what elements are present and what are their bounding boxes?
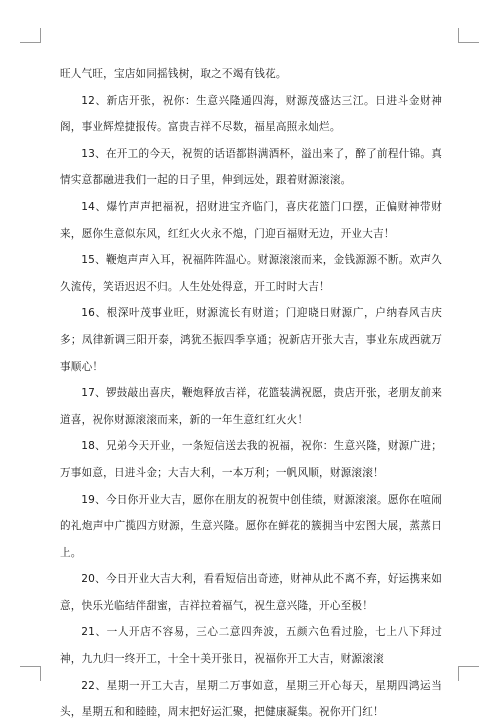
paragraph-18: 18、兄弟今天开业，一条短信送去我的祝福，祝你：生意兴隆，财源广进；万事如意，日进斗金；大吉大利，一本万利；一帆风顺，财源滚滚！: [60, 440, 442, 479]
crop-mark-top-right: [458, 28, 479, 43]
paragraph-22: 22、星期一开工大吉，星期二万事如意，星期三开心每天，星期四鸿运当头，星期五和和睦睦，周末把好运汇聚，把健康凝集。祝你开门红！: [60, 679, 442, 719]
paragraph-14: 14、爆竹声声把福祝，招财进宝齐临门，喜庆花篮门口摆，正偏财神带财来，愿你生意似东风，红红火火永不熄，门迎百福财无边，开业大吉！: [60, 200, 442, 240]
crop-mark-bottom-right: [458, 666, 479, 681]
paragraph-19: 19、今日你开业大吉，愿你在朋友的祝贺中创佳绩，财源滚滚。愿你在喧闹的礼炮声中广揽四方财源，生意兴隆。愿你在鲜花的簇拥当中宏图大展，蒸蒸日上。: [60, 493, 442, 559]
paragraph-17: 17、锣鼓敲出喜庆，鞭炮释放吉祥，花篮装满祝愿，贵店开张，老朋友前来道喜，祝你财源滚滚而来，新的一年生意红红火火！: [60, 387, 442, 426]
paragraph-12: 12、新店开张，祝你：生意兴隆通四海，财源茂盛达三江。日进斗金财神阁，事业辉煌捷报传。富贵吉祥不尽数，福星高照永灿烂。: [60, 94, 442, 134]
paragraph-21: 21、一人开店不容易，三心二意四奔波，五颜六色看过脸，七上八下拜过神，九九归一终开工，十全十美开张日，祝福你开工大吉，财源滚滚: [60, 626, 442, 666]
paragraph-15: 15、鞭炮声声入耳，祝福阵阵温心。财源滚滚而来，金钱源源不断。欢声久久流传，笑语迟迟不归。人生处处得意，开工时时大吉！: [60, 254, 442, 293]
document-body: [60, 61, 442, 726]
paragraph-continuation: 旺人气旺，宝店如同摇钱树，取之不竭有钱花。: [60, 68, 287, 80]
paragraph-16: 16、根深叶茂事业旺，财源流长有财道；门迎晓日财源广，户纳春风吉庆多；凤律新调三阳开泰，鸿犹丕振四季享通；祝新店开张大吉，事业东成西就万事顺心！: [60, 307, 442, 373]
crop-mark-top-left: [20, 28, 41, 43]
crop-mark-bottom-left: [20, 666, 41, 681]
paragraph-13: 13、在开工的今天，祝贺的话语都斟满酒杯，溢出来了，醉了前程什锦。真情实意都融进我们一起的日子里，伸到远处，跟着财源滚滚。: [60, 147, 442, 187]
paragraph-20: 20、今日开业大吉大利，看看短信出奇迹，财神从此不离不弃，好运携来如意，快乐光临结伴甜蜜，吉祥拉着福气，祝生意兴隆，开心至极！: [60, 573, 442, 612]
